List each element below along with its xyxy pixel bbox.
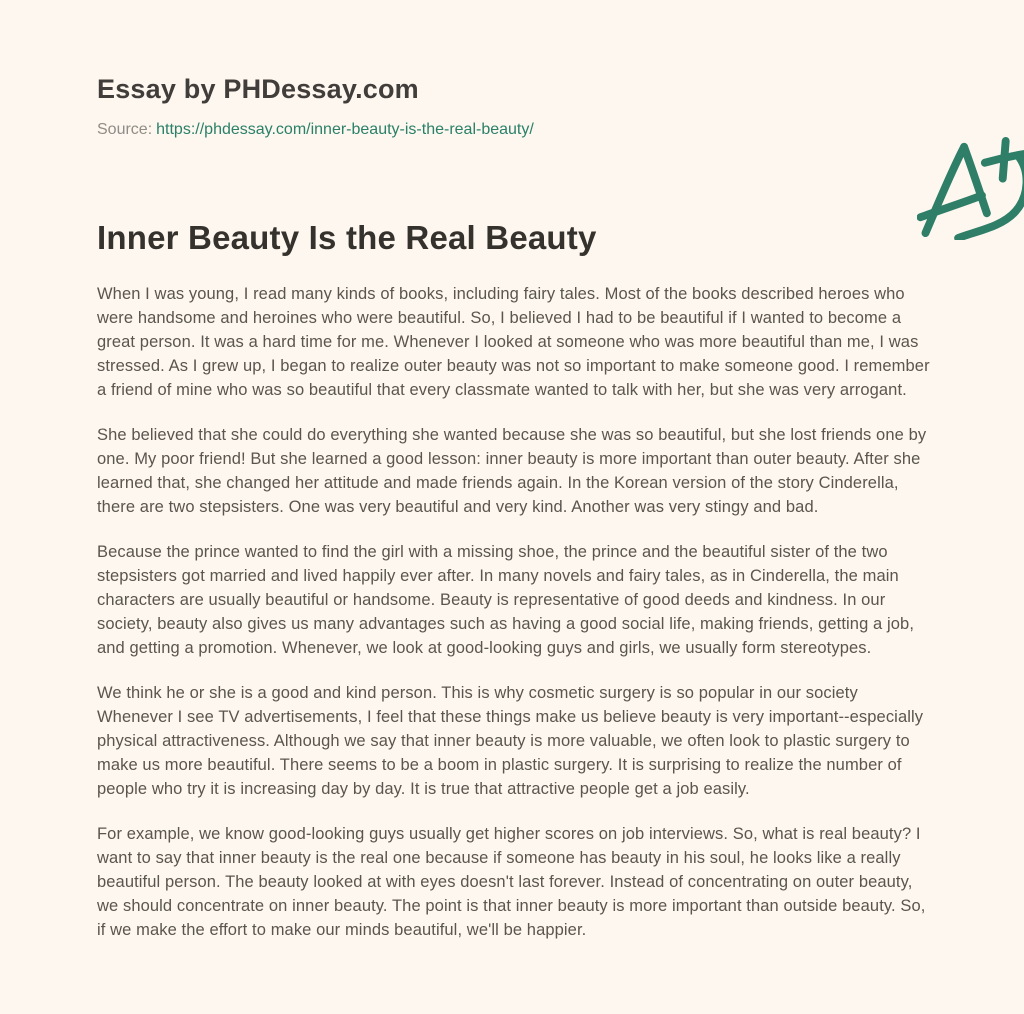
essay-title: Inner Beauty Is the Real Beauty — [97, 219, 597, 256]
page-header — [97, 74, 937, 139]
source-link[interactable]: https://phdessay.com/inner-beauty-is-the-real-beauty/ — [156, 121, 534, 138]
byline: Essay by PHDessay.com — [97, 74, 419, 104]
essay-body — [97, 282, 933, 942]
phdessay-a-plus-logo-icon — [917, 136, 1024, 240]
source-line — [97, 121, 937, 139]
source-label: Source: — [97, 121, 153, 138]
essay-paragraph-4: We think he or she is a good and kind person. This is why cosmetic surgery is so popular in our society Whenever I see TV advertisements, I feel that these things make us believe beauty is very important--especially physical attractiveness. Although we say that inner beauty is more valuable, we often look to plastic surgery to make us more beautiful. There seems to be a boom in plastic surgery. It is surprising to realize the number of people who try it is increasing day by day. It is true that attractive people get a job easily. — [97, 684, 924, 798]
essay-paragraph-2: She believed that she could do everything she wanted because she was so beautiful, but she lost friends one by one. My poor friend! But she learned a good lesson: inner beauty is more important than outer beauty. After she learned that, she changed her attitude and made friends again. In the Korean version of the story Cinderella, there are two stepsisters. One was very beautiful and very kind. Another was very stingy and bad. — [97, 426, 927, 516]
essay-paragraph-5: For example, we know good-looking guys usually get higher scores on job interviews. So, what is real beauty? I want to say that inner beauty is the real one because if someone has beauty in his soul, he looks like a really beautiful person. The beauty looked at with eyes doesn't last forever. Instead of concentrating on outer beauty, we should concentrate on inner beauty. The point is that inner beauty is more important than outside beauty. So, if we make the effort to make our minds beautiful, we'll be happier. — [97, 825, 926, 939]
essay-paragraph-3: Because the prince wanted to find the girl with a missing shoe, the prince and the beautiful sister of the two stepsisters got married and lived happily ever after. In many novels and fairy tales, as in Cinderella, the main characters are usually beautiful or handsome. Beauty is representative of good deeds and kindness. In our society, beauty also gives us many advantages such as having a good social life, making friends, getting a job, and getting a promotion. Whenever, we look at good-looking guys and girls, we usually form stereotypes. — [97, 543, 915, 657]
essay-paragraph-1: When I was young, I read many kinds of books, including fairy tales. Most of the books described heroes who were handsome and heroines who were beautiful. So, I believed I had to be beautiful if I wanted to become a great person. It was a hard time for me. Whenever I looked at someone who was more beautiful than me, I was stressed. As I grew up, I began to realize outer beauty was not so important to make someone good. I remember a friend of mine who was so beautiful that every classmate wanted to talk with her, but she was very arrogant. — [97, 285, 930, 399]
essay-page — [97, 74, 937, 942]
